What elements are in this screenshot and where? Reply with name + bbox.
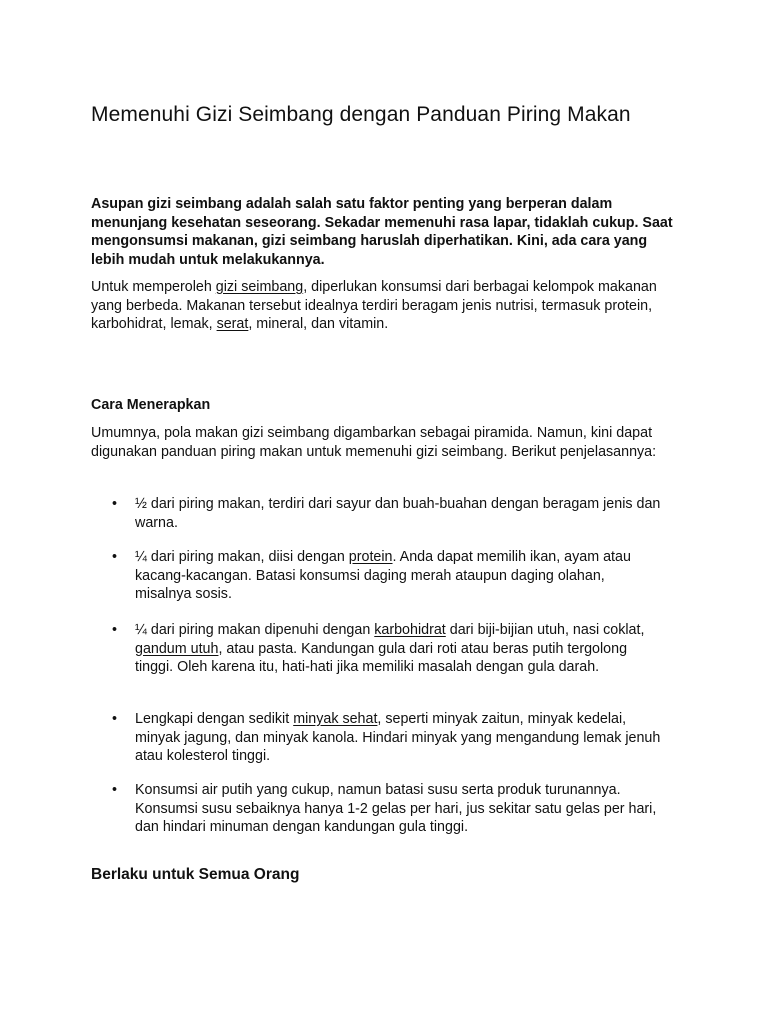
bullet-marker: • [112,711,118,727]
text-span: Lengkapi dengan sedikit [135,711,294,727]
link-gizi-seimbang[interactable]: gizi seimbang [215,279,304,295]
page-title: Memenuhi Gizi Seimbang dengan Panduan Piring Makan [91,103,631,126]
bullet-marker: • [112,622,118,638]
section-heading-berlaku: Berlaku untuk Semua Orang [91,866,300,883]
text-span: . Anda dapat memilih ikan, ayam atau kacang-kacangan. Batasi konsumsi daging merah ataupun daging olahan, misalnya sosis. [135,549,631,602]
text-span: Konsumsi air putih yang cukup, namun batasi susu serta produk turunannya. Konsumsi susu sebaiknya hanya 1-2 gelas per hari, jus sekitar satu gelas per hari, dan hindari minuman dengan kandungan gula tinggi. [135,782,657,835]
text-span: , mineral, dan vitamin. [248,316,389,332]
section-heading-cara-menerapkan: Cara Menerapkan [91,397,211,413]
link-gandum-utuh[interactable]: gandum utuh [135,640,219,657]
link-minyak-sehat[interactable]: minyak sehat [293,711,378,727]
list-item-text [135,495,665,532]
bullet-marker: • [112,496,118,512]
list-item-text [135,710,665,766]
bullet-marker: • [112,782,118,798]
lead-paragraph: Asupan gizi seimbang adalah salah satu faktor penting yang berperan dalam menunjang kesehatan seseorang. Sekadar memenuhi rasa lapar, tidaklah cukup. Saat mengonsumsi makanan, gizi seimbang haruslah diperhatikan. Kini, ada cara yang lebih mudah untuk melakukannya. [91,196,673,268]
text-span: , diperlukan konsumsi dari berbagai kelompok makanan yang berbeda. Makanan tersebut idealnya terdiri beragam jenis nutrisi, termasuk protein, karbohidrat, lemak, [91,279,657,332]
section-paragraph: Umumnya, pola makan gizi seimbang digambarkan sebagai piramida. Namun, kini dapat digunakan panduan piring makan untuk memenuhi gizi seimbang. Berikut penjelasannya: [91,425,657,460]
link-serat[interactable]: serat [216,316,249,332]
text-span: ¼ dari piring makan, diisi dengan [135,549,349,565]
link-protein[interactable]: protein [348,549,393,565]
text-span: Untuk memperoleh [91,279,216,295]
list-item-text [135,781,665,837]
list-item-text [135,548,665,604]
list-item-text [135,621,665,677]
intro-paragraph [91,278,681,334]
text-span: ½ dari piring makan, terdiri dari sayur dan buah-buahan dengan beragam jenis dan warna. [135,496,661,531]
text-span: ¼ dari piring makan dipenuhi dengan [135,622,375,638]
text-span: dari biji-bijian utuh, nasi coklat, [445,622,645,638]
text-span: , atau pasta. Kandungan gula dari roti atau beras putih tergolong tinggi. Oleh karena itu, hati-hati jika memiliki masalah dengan gula darah. [135,640,628,675]
text-span: , seperti minyak zaitun, minyak kedelai, minyak jagung, dan minyak kanola. Hindari minyak yang mengandung lemak jenuh atau kolesterol tinggi. [135,711,661,764]
link-karbohidrat[interactable]: karbohidrat [374,622,446,638]
bullet-marker: • [112,549,118,565]
